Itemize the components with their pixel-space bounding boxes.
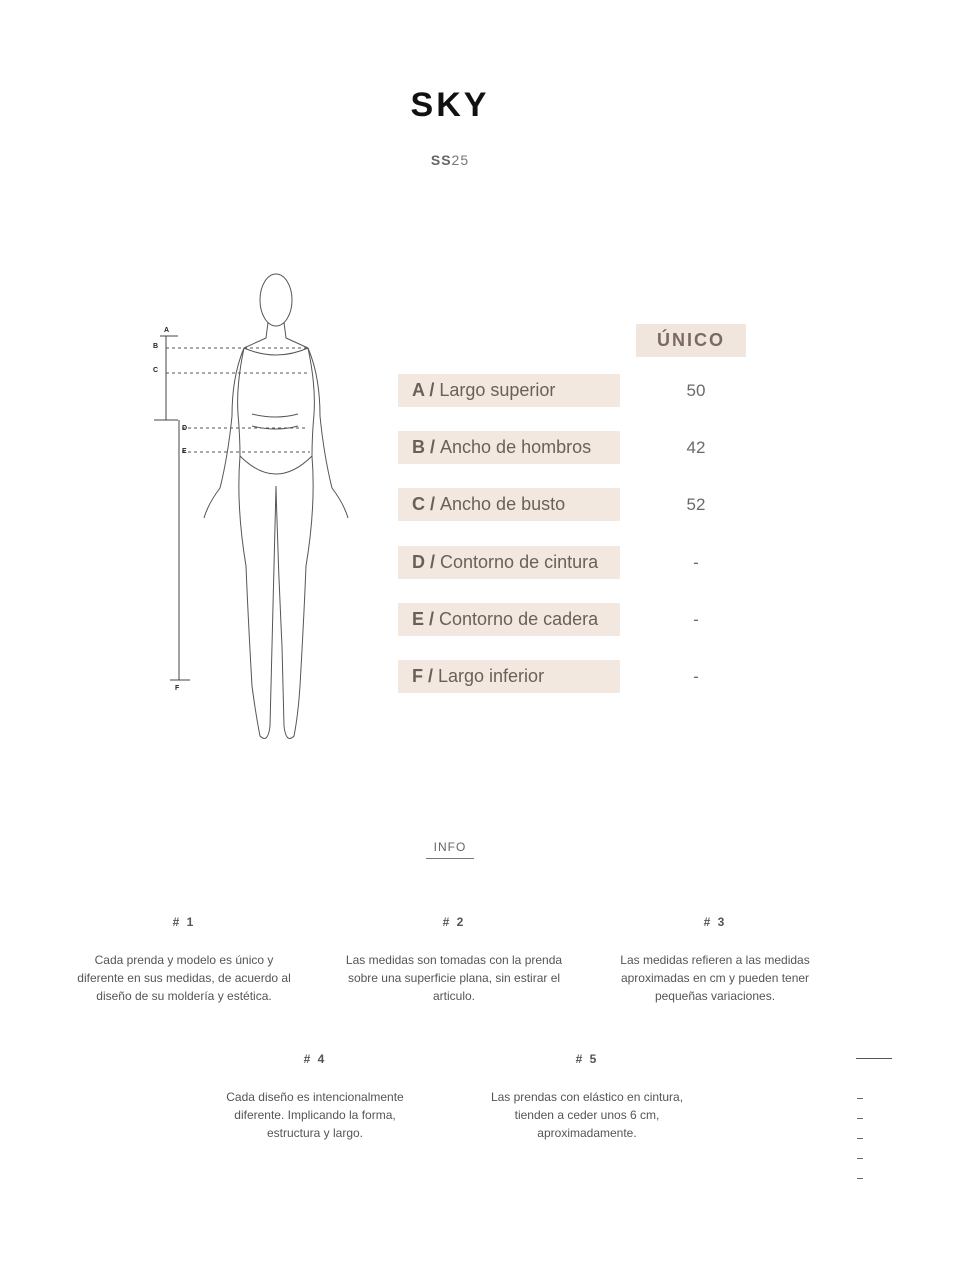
side-dash [857, 1138, 863, 1139]
measurement-key: F / [412, 666, 433, 686]
info-note-text: Las medidas refieren a las medidas aproximadas en cm y pueden tener pequeñas variaciones. [620, 953, 810, 1003]
info-note-number: # 5 [575, 1052, 599, 1066]
measurement-label [398, 488, 620, 521]
measurement-label [398, 431, 620, 464]
info-note-number: # 2 [442, 915, 466, 929]
figure-label-a: A [164, 327, 170, 334]
measurement-row [398, 660, 778, 694]
measurement-name: Ancho de hombros [440, 437, 592, 457]
side-dash [857, 1118, 863, 1119]
side-dash [857, 1158, 863, 1159]
figure-label-b: B [153, 343, 159, 350]
measurement-name: Largo inferior [438, 666, 545, 686]
side-dash [857, 1178, 863, 1179]
info-note-text: Las medidas son tomadas con la prenda sobre una superficie plana, sin estirar el articulo. [345, 953, 563, 1003]
measurement-row [398, 431, 778, 465]
info-note-text: Cada prenda y modelo es único y diferente en sus medidas, de acuerdo al diseño de su moldería y estética. [77, 953, 291, 1003]
measurement-figure [148, 266, 368, 746]
measurement-row [398, 546, 778, 580]
mannequin-outline [204, 274, 348, 738]
measurement-key: E / [412, 609, 435, 629]
measurement-label [398, 660, 620, 693]
measurement-name: Ancho de busto [440, 494, 566, 514]
info-note [340, 915, 568, 1005]
product-title: SKY [410, 86, 490, 124]
measurement-value: 52 [686, 494, 706, 514]
info-note-text: Las prendas con elástico en cintura, tienden a ceder unos 6 cm, aproximadamente. [490, 1090, 684, 1140]
figure-label-e: E [182, 448, 187, 455]
season-year: 25 [451, 152, 470, 168]
info-note [212, 1052, 418, 1142]
figure-label-d: D [182, 425, 188, 432]
measurement-row [398, 488, 778, 522]
size-header: ÚNICO [636, 324, 746, 357]
measurement-name: Largo superior [439, 380, 556, 400]
measurement-key: D / [412, 552, 436, 572]
measurement-value: 42 [686, 437, 706, 457]
info-note [608, 915, 822, 1005]
season-prefix: SS [430, 152, 452, 168]
info-note-text: Cada diseño es intencionalmente diferente. Implicando la forma, estructura y largo. [226, 1090, 404, 1140]
season-code [0, 152, 900, 168]
measurement-key: A / [412, 380, 435, 400]
info-heading: INFO [426, 840, 474, 859]
info-note [476, 1052, 698, 1142]
measurement-key: B / [412, 437, 436, 457]
measurement-value: - [693, 666, 699, 686]
info-note-number: # 1 [172, 915, 196, 929]
measurement-row [398, 374, 778, 408]
figure-label-c: C [153, 367, 159, 374]
side-dash [857, 1098, 863, 1099]
measurement-row [398, 603, 778, 637]
measurement-key: C / [412, 494, 436, 514]
measurement-value: - [693, 609, 699, 629]
measurement-name: Contorno de cadera [439, 609, 599, 629]
figure-label-f: F [175, 685, 180, 692]
measurement-value: - [693, 552, 699, 572]
info-note [72, 915, 296, 1005]
measurement-name: Contorno de cintura [440, 552, 599, 572]
measurement-label [398, 546, 620, 579]
side-divider [856, 1058, 892, 1059]
info-note-number: # 3 [703, 915, 727, 929]
measurement-label [398, 603, 620, 636]
measurement-value: 50 [686, 380, 706, 400]
measurement-label [398, 374, 620, 407]
info-note-number: # 4 [303, 1052, 327, 1066]
